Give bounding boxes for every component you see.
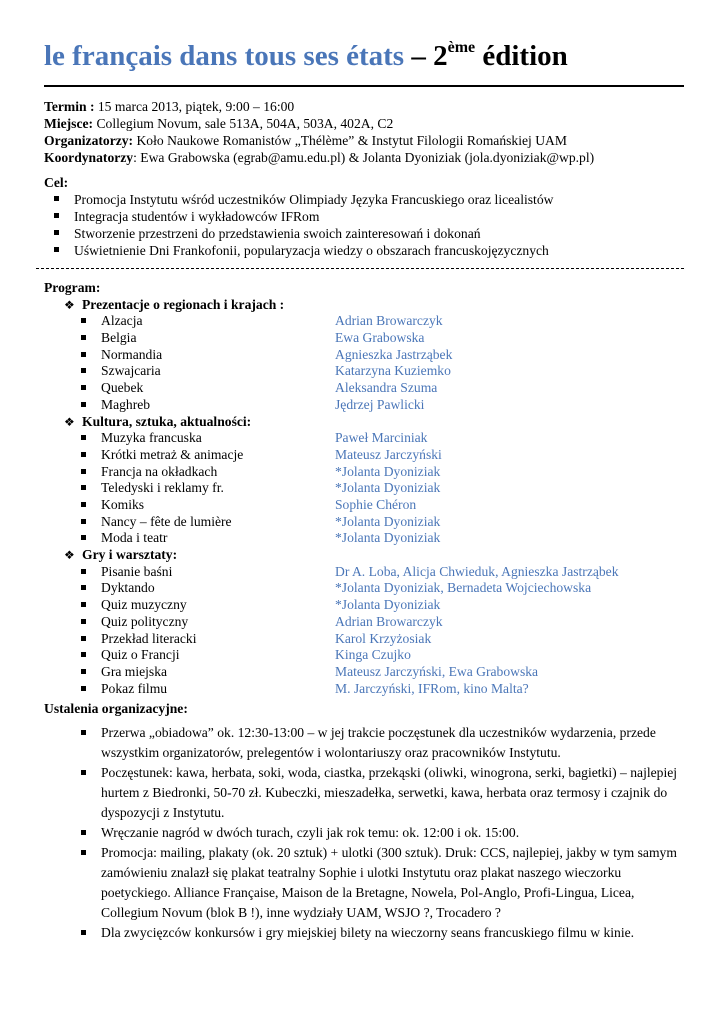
diamond-bullet-icon: ❖ [64,297,75,312]
bullet-icon [81,669,86,674]
list-item: Poczęstunek: kawa, herbata, soki, woda, ciastka, przekąski (oliwki, winogrona, serki, bagietki) – najlepiej hurtem z Biedronki, 50-70 zł. Kubeczki, mieszadełka, serwetki, kawa, herbata oraz termosy i czajnik do dyspozycji z Instytutu. [44,763,684,823]
table-row: Gra miejska Mateusz Jarczyński, Ewa Grabowska [44,664,284,681]
bullet-icon [81,352,86,357]
bullet-icon [81,636,86,641]
bullet-icon [81,385,86,390]
bullet-icon [81,335,86,340]
table-row: Quebek Aleksandra Szuma [44,380,284,397]
program-label: Program: [44,280,101,295]
program-category: ❖ Gry i warsztaty: [64,547,178,563]
bullet-icon [81,519,86,524]
table-row: Szwajcaria Katarzyna Kuziemko [44,363,284,380]
table-row: Quiz o Francji Kinga Czujko [44,647,284,664]
table-row: Quiz muzyczny *Jolanta Dyoniziak [44,597,284,614]
bullet-icon [81,485,86,490]
bullet-icon [81,569,86,574]
bullet-icon [81,770,86,775]
program-category: ❖ Prezentacje o regionach i krajach : [64,296,285,312]
bullet-icon [81,602,86,607]
table-row: Maghreb Jędrzej Pawlicki [44,397,284,414]
bullet-icon [81,435,86,440]
bullet-icon [81,619,86,624]
ustalenia-label: Ustalenia organizacyjne: [44,701,188,716]
table-row: Przekład literacki Karol Krzyżosiak [44,631,284,648]
bullet-icon [81,930,86,935]
title-rule [44,85,684,87]
list-item: Uświetnienie Dni Frankofonii, popularyzacja wiedzy o obszarach francuskojęzycznych [44,242,553,259]
bullet-icon [81,686,86,691]
table-row: Pokaz filmu M. Jarczyński, IFRom, kino Malta? [44,681,284,698]
bullet-icon [54,213,59,218]
title-main: le français dans tous ses états [44,40,405,72]
bullet-icon [81,652,86,657]
list-item: Stworzenie przestrzeni do przedstawienia swoich zainteresowań i dokonań [44,225,553,242]
bullet-icon [81,502,86,507]
bullet-icon [81,368,86,373]
table-row: Alzacja Adrian Browarczyk [44,313,284,330]
table-row: Nancy – fête de lumière *Jolanta Dyoniziak [44,514,284,531]
program-category: ❖ Kultura, sztuka, aktualności: [64,413,252,429]
meta-organizatorzy: Organizatorzy: Koło Naukowe Romanistów „Thélème” & Instytut Filologii Romańskiej UAM [44,133,567,148]
cel-section [44,174,553,259]
list-item: Promocja Instytutu wśród uczestników Olimpiady Języka Francuskiego oraz licealistów [44,191,553,208]
list-item: Wręczanie nagród w dwóch turach, czyli jak rok temu: ok. 12:00 i ok. 15:00. [44,823,684,843]
meta-termin: Termin : 15 marca 2013, piątek, 9:00 – 16:00 [44,99,295,114]
dashed-divider [36,268,684,269]
list-item: Integracja studentów i wykładowców IFRom [44,208,553,225]
table-row: Moda i teatr *Jolanta Dyoniziak [44,530,284,547]
bullet-icon [54,196,59,201]
list-item: Dla zwycięzców konkursów i gry miejskiej bilety na wieczorny seans francuskiego filmu w kinie. [44,923,684,943]
meta-koordynatorzy: Koordynatorzy: Ewa Grabowska (egrab@amu.edu.pl) & Jolanta Dyoniziak (jola.dyoniziak@wp.pl) [44,150,595,165]
page-title [44,39,568,72]
bullet-icon [81,402,86,407]
bullet-icon [81,318,86,323]
table-row: Quiz polityczny Adrian Browarczyk [44,614,284,631]
bullet-icon [81,469,86,474]
bullet-icon [54,230,59,235]
table-row: Pisanie baśni Dr A. Loba, Alicja Chwieduk, Agnieszka Jastrząbek [44,564,284,581]
cel-label: Cel: [44,175,69,190]
bullet-icon [81,535,86,540]
bullet-icon [81,585,86,590]
table-row: Belgia Ewa Grabowska [44,330,284,347]
bullet-icon [81,730,86,735]
meta-miejsce: Miejsce: Collegium Novum, sale 513A, 504A, 503A, 402A, C2 [44,116,394,131]
list-item: Promocja: mailing, plakaty (ok. 20 sztuk) + ulotki (300 sztuk). Druk: CCS, najlepiej, jakby w tym samym zamówieniu znalazł się plakat teatralny Sophie i ulotki Instytutu oraz plakat naszego wieczorku poetyckiego. Alliance Française, Maison de la Bretagne, Nowela, Pol-Anglo, Profi-Lingua, Licea, Collegium Novum (blok B !), inne wydziały UAM, WSJO ?, Trocadero ? [44,843,684,923]
table-row: Francja na okładkach *Jolanta Dyoniziak [44,464,284,481]
bullet-icon [54,247,59,252]
table-row: Dyktando *Jolanta Dyoniziak, Bernadeta Wojciechowska [44,580,284,597]
diamond-bullet-icon: ❖ [64,548,75,563]
bullet-icon [81,850,86,855]
title-rest: édition [475,40,568,72]
title-dash: – 2 [404,40,448,72]
title-sup: ème [447,39,476,56]
table-row: Komiks Sophie Chéron [44,497,284,514]
program-section [44,280,619,697]
meta-block [44,98,594,166]
diamond-bullet-icon: ❖ [64,414,75,429]
table-row: Krótki metraż & animacje Mateusz Jarczyński [44,447,284,464]
table-row: Muzyka francuska Paweł Marciniak [44,430,284,447]
table-row: Normandia Agnieszka Jastrząbek [44,347,284,364]
list-item: Przerwa „obiadowa” ok. 12:30-13:00 – w jej trakcie poczęstunek dla uczestników wydarzenia, przede wszystkim organizatorów, prelegentów i wolontariuszy oraz pracowników Instytutu. [44,723,684,763]
table-row: Teledyski i reklamy fr. *Jolanta Dyoniziak [44,480,284,497]
bullet-icon [81,452,86,457]
bullet-icon [81,830,86,835]
ustalenia-list [44,723,684,943]
